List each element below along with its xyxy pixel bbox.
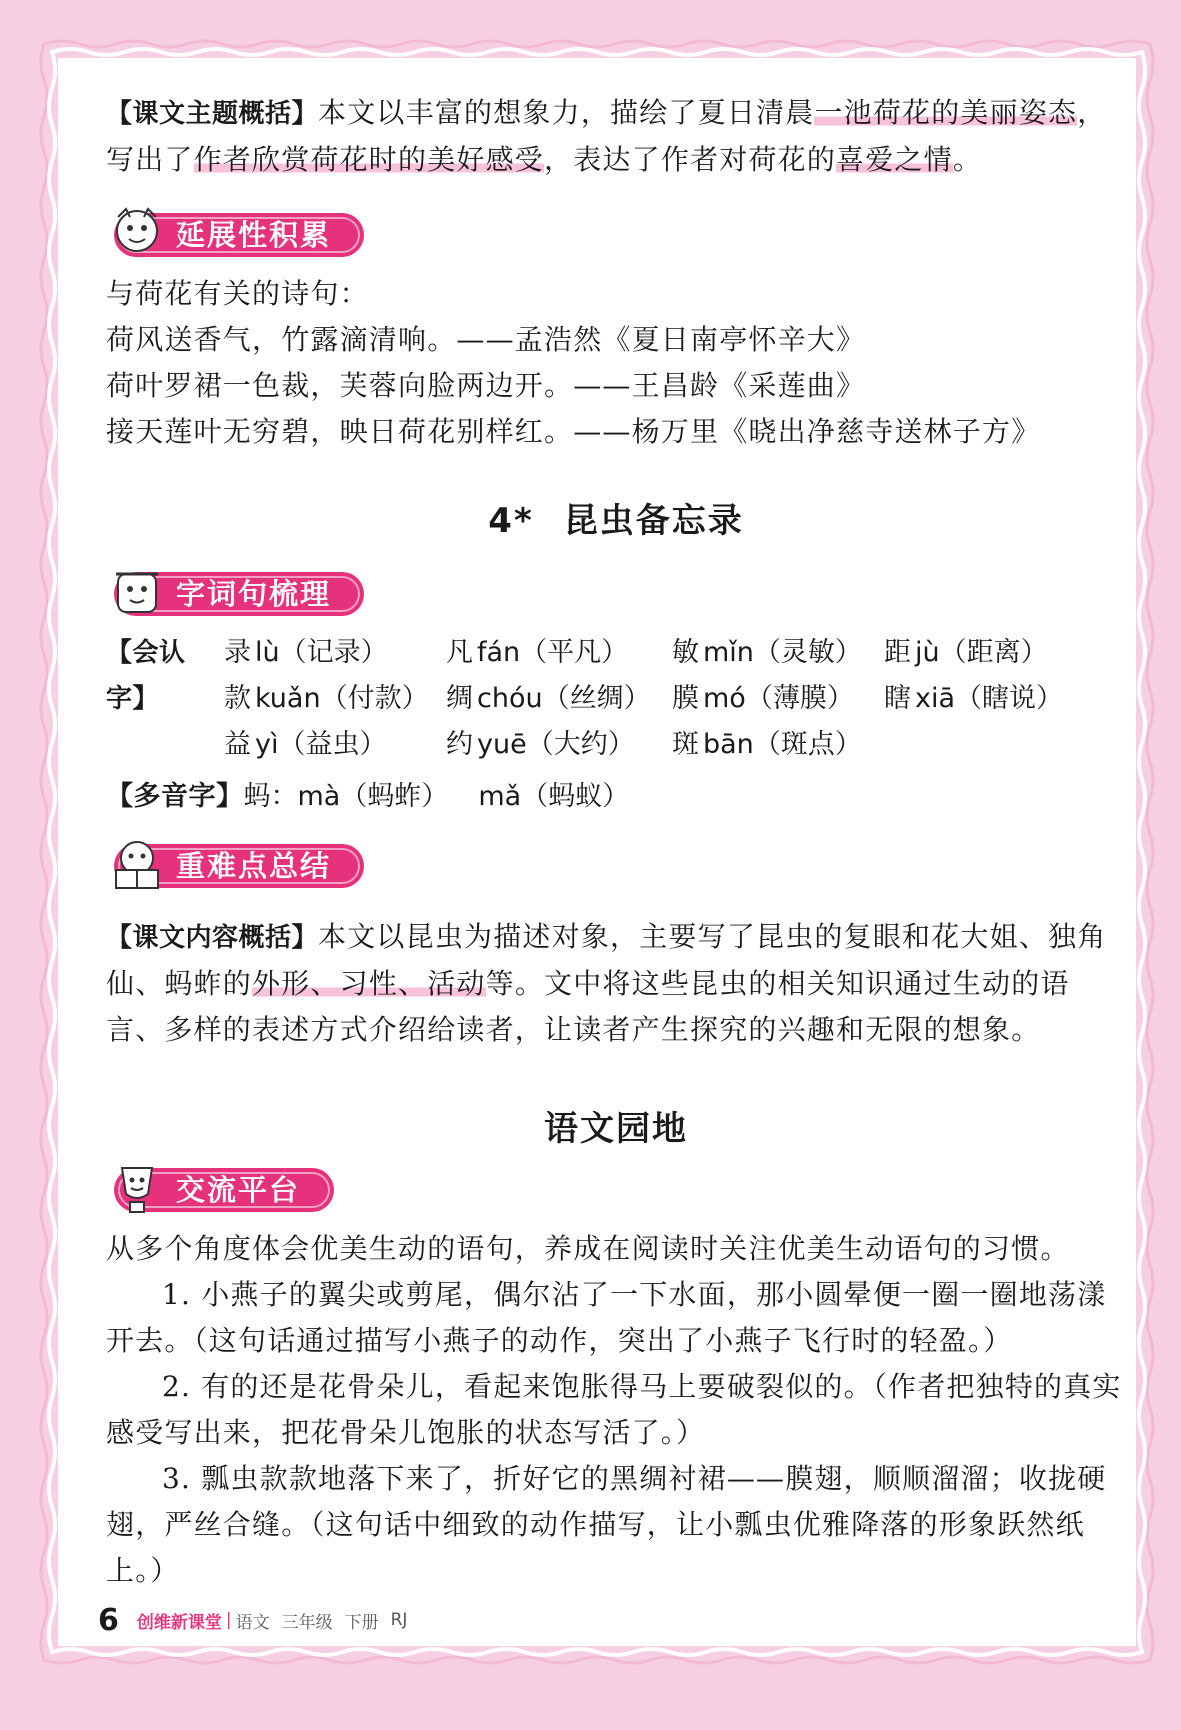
vocab-char: 约 bbox=[446, 729, 473, 760]
pinyin: mǎ bbox=[478, 781, 522, 812]
text: 等。文中将这些昆虫的相关知识通过生动的语言、多样的表述方式介绍给读者，让读者产生探究的兴趣和无限的想象。 bbox=[106, 967, 1070, 1046]
mascot-icon bbox=[106, 836, 168, 894]
example-sentence: 3. 瓢虫款款地落下来了，折好它的黑绸衬裙——膜翅，顺顺溜溜；收拢硬翅，严丝合缝。（这句话中细致的动作描写，让小瓢虫优雅降落的形象跃然纸上。） bbox=[106, 1462, 1107, 1587]
mascot-icon bbox=[106, 564, 168, 622]
example-word: （瞎说） bbox=[955, 683, 1064, 714]
poem-line: 荷风送香气，竹露滴清响。——孟浩然《夏日南亭怀辛大》 bbox=[106, 323, 866, 356]
vocab-item bbox=[884, 630, 1084, 676]
text: 本文以丰富的想象力，描绘了夏日清晨 bbox=[318, 96, 815, 129]
example-word: （灵敏） bbox=[753, 637, 862, 668]
mascot-icon bbox=[106, 1160, 168, 1218]
vocab-item bbox=[672, 722, 884, 768]
pinyin: mó bbox=[703, 683, 746, 714]
vocab-char: 绸 bbox=[446, 683, 473, 714]
footer-grade: 三年级 bbox=[281, 1612, 333, 1633]
example-word: （距离） bbox=[939, 637, 1048, 668]
theme-summary-label: 【课文主题概括】 bbox=[106, 99, 319, 129]
brand-name: 创维新课堂 bbox=[136, 1612, 222, 1633]
text: ，写出了 bbox=[106, 96, 1107, 176]
pinyin: chóu bbox=[477, 683, 543, 714]
highlight-text: 喜爱之情 bbox=[836, 143, 953, 176]
text: 本文以昆虫为描述对象，主要写了昆虫的复眼和花大姐、独角仙、蚂蚱的 bbox=[106, 920, 1107, 1000]
example-word: （益虫） bbox=[278, 729, 387, 760]
vocab-item bbox=[224, 722, 446, 768]
example-sentence: 2. 有的还是花骨朵儿，看起来饱胀得马上要破裂似的。（作者把独特的真实感受写出来，把花骨朵儿饱胀的状态写活了。） bbox=[106, 1370, 1122, 1449]
mascot-icon bbox=[106, 205, 168, 263]
vocab-list bbox=[106, 630, 1126, 768]
vocab-item bbox=[672, 630, 884, 676]
section-header-extension bbox=[106, 213, 1126, 259]
vocab-item bbox=[224, 630, 446, 676]
poems-intro: 与荷花有关的诗句： bbox=[106, 277, 369, 310]
example-word: （付款） bbox=[320, 683, 429, 714]
pinyin: xiā bbox=[915, 683, 956, 714]
example-word: （蚂蚁） bbox=[521, 781, 630, 812]
page-footer bbox=[98, 1600, 419, 1640]
example-word: （丝绸） bbox=[542, 683, 651, 714]
page-number: 6 bbox=[98, 1602, 119, 1638]
vocab-label: 【会认字】 bbox=[106, 638, 186, 714]
example-word: （薄膜） bbox=[745, 683, 854, 714]
theme-summary bbox=[106, 90, 1126, 183]
footer-separator: | bbox=[225, 1610, 232, 1630]
content bbox=[106, 90, 1126, 1594]
polyphone-row bbox=[106, 774, 1126, 820]
vocab-grid bbox=[224, 630, 1084, 768]
pinyin: yuē bbox=[477, 729, 527, 760]
pinyin: yì bbox=[255, 729, 279, 760]
footer-subject: 语文 bbox=[235, 1612, 270, 1633]
lesson-number: 4* bbox=[488, 501, 534, 541]
footer-term: 下册 bbox=[344, 1612, 379, 1633]
vocab-item bbox=[446, 722, 672, 768]
vocab-char: 凡 bbox=[446, 637, 473, 668]
content-summary-label: 【课文内容概括】 bbox=[106, 923, 319, 953]
section-title: 字词句梳理 bbox=[176, 577, 332, 611]
vocab-char: 录 bbox=[224, 637, 251, 668]
pinyin: fán bbox=[477, 637, 521, 668]
content-summary bbox=[106, 914, 1126, 1053]
vocab-char: 膜 bbox=[672, 683, 699, 714]
vocab-char: 瞎 bbox=[884, 683, 911, 714]
section-title: 延展性积累 bbox=[176, 218, 332, 252]
pinyin: kuǎn bbox=[255, 683, 321, 714]
poem-line: 接天莲叶无穷碧，映日荷花别样红。——杨万里《晓出净慈寺送林子方》 bbox=[106, 415, 1041, 448]
vocab-char: 距 bbox=[884, 637, 911, 668]
highlight-text: 作者欣赏荷花时的美好感受 bbox=[193, 143, 545, 176]
footer-edition: RJ bbox=[390, 1610, 408, 1630]
page bbox=[58, 58, 1136, 1646]
garden-intro: 从多个角度体会优美生动的语句，养成在阅读时关注优美生动语句的习惯。 bbox=[106, 1232, 1070, 1265]
vocab-char: 斑 bbox=[672, 729, 699, 760]
example-sentence: 1. 小燕子的翼尖或剪尾，偶尔沾了一下水面，那小圆晕便一圈一圈地荡漾开去。（这句话通过描写小燕子的动作，突出了小燕子飞行时的轻盈。） bbox=[106, 1278, 1107, 1357]
example-word: （记录） bbox=[279, 637, 388, 668]
example-word: （斑点） bbox=[753, 729, 862, 760]
text: 。 bbox=[952, 143, 983, 176]
highlight-text: 一池荷花的美丽姿态 bbox=[814, 96, 1078, 129]
section-header-exchange bbox=[106, 1168, 1126, 1214]
section-header-words bbox=[106, 572, 1126, 618]
text: ，表达了作者对荷花的 bbox=[544, 143, 837, 176]
vocab-char: 敏 bbox=[672, 637, 699, 668]
pinyin: mà bbox=[297, 781, 341, 812]
vocab-item bbox=[446, 630, 672, 676]
section-title: 重难点总结 bbox=[176, 849, 332, 883]
vocab-char: 款 bbox=[224, 683, 251, 714]
vocab-item bbox=[224, 676, 446, 722]
vocab-char: 益 bbox=[224, 729, 251, 760]
section-title: 交流平台 bbox=[176, 1173, 301, 1207]
garden-title: 语文园地 bbox=[544, 1109, 688, 1149]
polyphone-char: 蚂： bbox=[243, 781, 298, 812]
example-word: （平凡） bbox=[520, 637, 629, 668]
lesson-name: 昆虫备忘录 bbox=[563, 501, 744, 541]
example-word: （大约） bbox=[526, 729, 635, 760]
poem-line: 荷叶罗裙一色裁，芙蓉向脸两边开。——王昌龄《采莲曲》 bbox=[106, 369, 866, 402]
section-header-key-points bbox=[106, 844, 1126, 890]
vocab-item bbox=[672, 676, 884, 722]
lesson-title bbox=[106, 493, 1126, 542]
vocab-item bbox=[446, 676, 672, 722]
vocab-item bbox=[884, 676, 1084, 722]
pinyin: lù bbox=[255, 637, 280, 668]
pinyin: mǐn bbox=[703, 637, 754, 668]
pinyin: bān bbox=[703, 729, 754, 760]
polyphone-label: 【多音字】 bbox=[106, 781, 244, 812]
example-word: （蚂蚱） bbox=[340, 781, 449, 812]
pinyin: jù bbox=[915, 637, 940, 668]
highlight-text: 外形、习性、活动 bbox=[252, 967, 486, 1000]
